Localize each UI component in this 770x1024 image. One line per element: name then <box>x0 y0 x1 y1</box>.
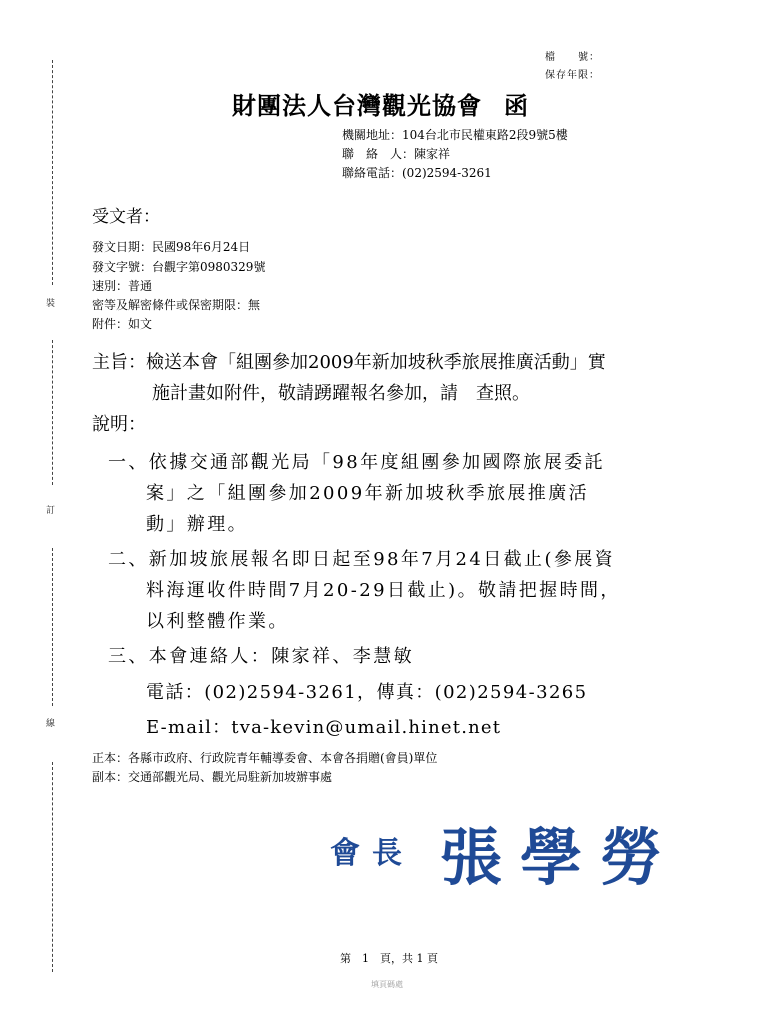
speed: 速別：普通 <box>92 279 153 293</box>
page-number: 第 1 頁，共 1 頁 <box>340 952 438 965</box>
binding-line-mid1 <box>52 340 53 485</box>
explanation-label: 說明： <box>92 414 146 435</box>
item-2-line-3: 以利整體作業。 <box>146 611 289 632</box>
issue-number: 發文字號：台觀字第0980329號 <box>92 260 266 274</box>
item-3-email: E-mail：tva-kevin@umail.hinet.net <box>146 717 502 738</box>
contact-person: 聯 絡 人：陳家祥 <box>342 147 451 161</box>
item-2-line-1: 二、新加坡旅展報名即日起至98年7月24日截止(參展資 <box>108 549 616 570</box>
issue-date: 發文日期：民國98年6月24日 <box>92 240 251 254</box>
distribution-main: 正本：各縣市政府、行政院青年輔導委會、本會各捐贈(會員)單位 <box>92 751 438 765</box>
signature-title: 會長 <box>330 836 414 871</box>
signature-name: 張學勞 <box>440 821 681 894</box>
distribution-copy: 副本：交通部觀光局、觀光局駐新加坡辦事處 <box>92 770 333 784</box>
file-number-label: 檔 號： <box>545 52 600 63</box>
subject-line-1: 主旨：檢送本會「組團參加2009年新加坡秋季旅展推廣活動」實 <box>92 352 606 373</box>
attachment: 附件：如文 <box>92 317 153 331</box>
retention-label: 保存年限： <box>545 70 600 81</box>
subject-line-2: 施計畫如附件，敬請踴躍報名參加，請 查照。 <box>152 383 530 404</box>
item-2-line-2: 料海運收件時間7月20-29日截止)。敬請把握時間， <box>146 580 621 601</box>
binding-label-staple: 裝 <box>46 299 56 309</box>
item-1-line-2: 案」之「組團參加2009年新加坡秋季旅展推廣活 <box>146 483 590 504</box>
binding-label-bind: 訂 <box>46 506 56 516</box>
item-3-phone-fax: 電話：(02)2594-3261，傳真：(02)2594-3265 <box>146 682 588 703</box>
org-name: 財團法人台灣觀光協會 <box>232 91 482 120</box>
binding-line-bottom <box>52 762 53 972</box>
contact-phone: 聯絡電話：(02)2594-3261 <box>342 166 492 180</box>
recipient-label: 受文者： <box>92 207 160 227</box>
contact-address: 機關地址：104台北市民權東路2段9號5樓 <box>342 128 568 142</box>
binding-label-line: 線 <box>46 719 56 729</box>
confidentiality: 密等及解密條件或保密期限：無 <box>92 298 261 312</box>
item-1-line-3: 動」辦理。 <box>146 514 248 535</box>
item-1-line-1: 一、依據交通部觀光局「98年度組團參加國際旅展委託 <box>108 452 605 473</box>
doc-type: 函 <box>504 91 529 120</box>
item-3-line-1: 三、本會連絡人：陳家祥、李慧敏 <box>108 646 414 667</box>
binding-line-top <box>52 60 53 285</box>
document-title <box>232 86 529 121</box>
binding-line-mid2 <box>52 548 53 706</box>
page-number-stamp: 填頁碼處 <box>371 980 403 989</box>
